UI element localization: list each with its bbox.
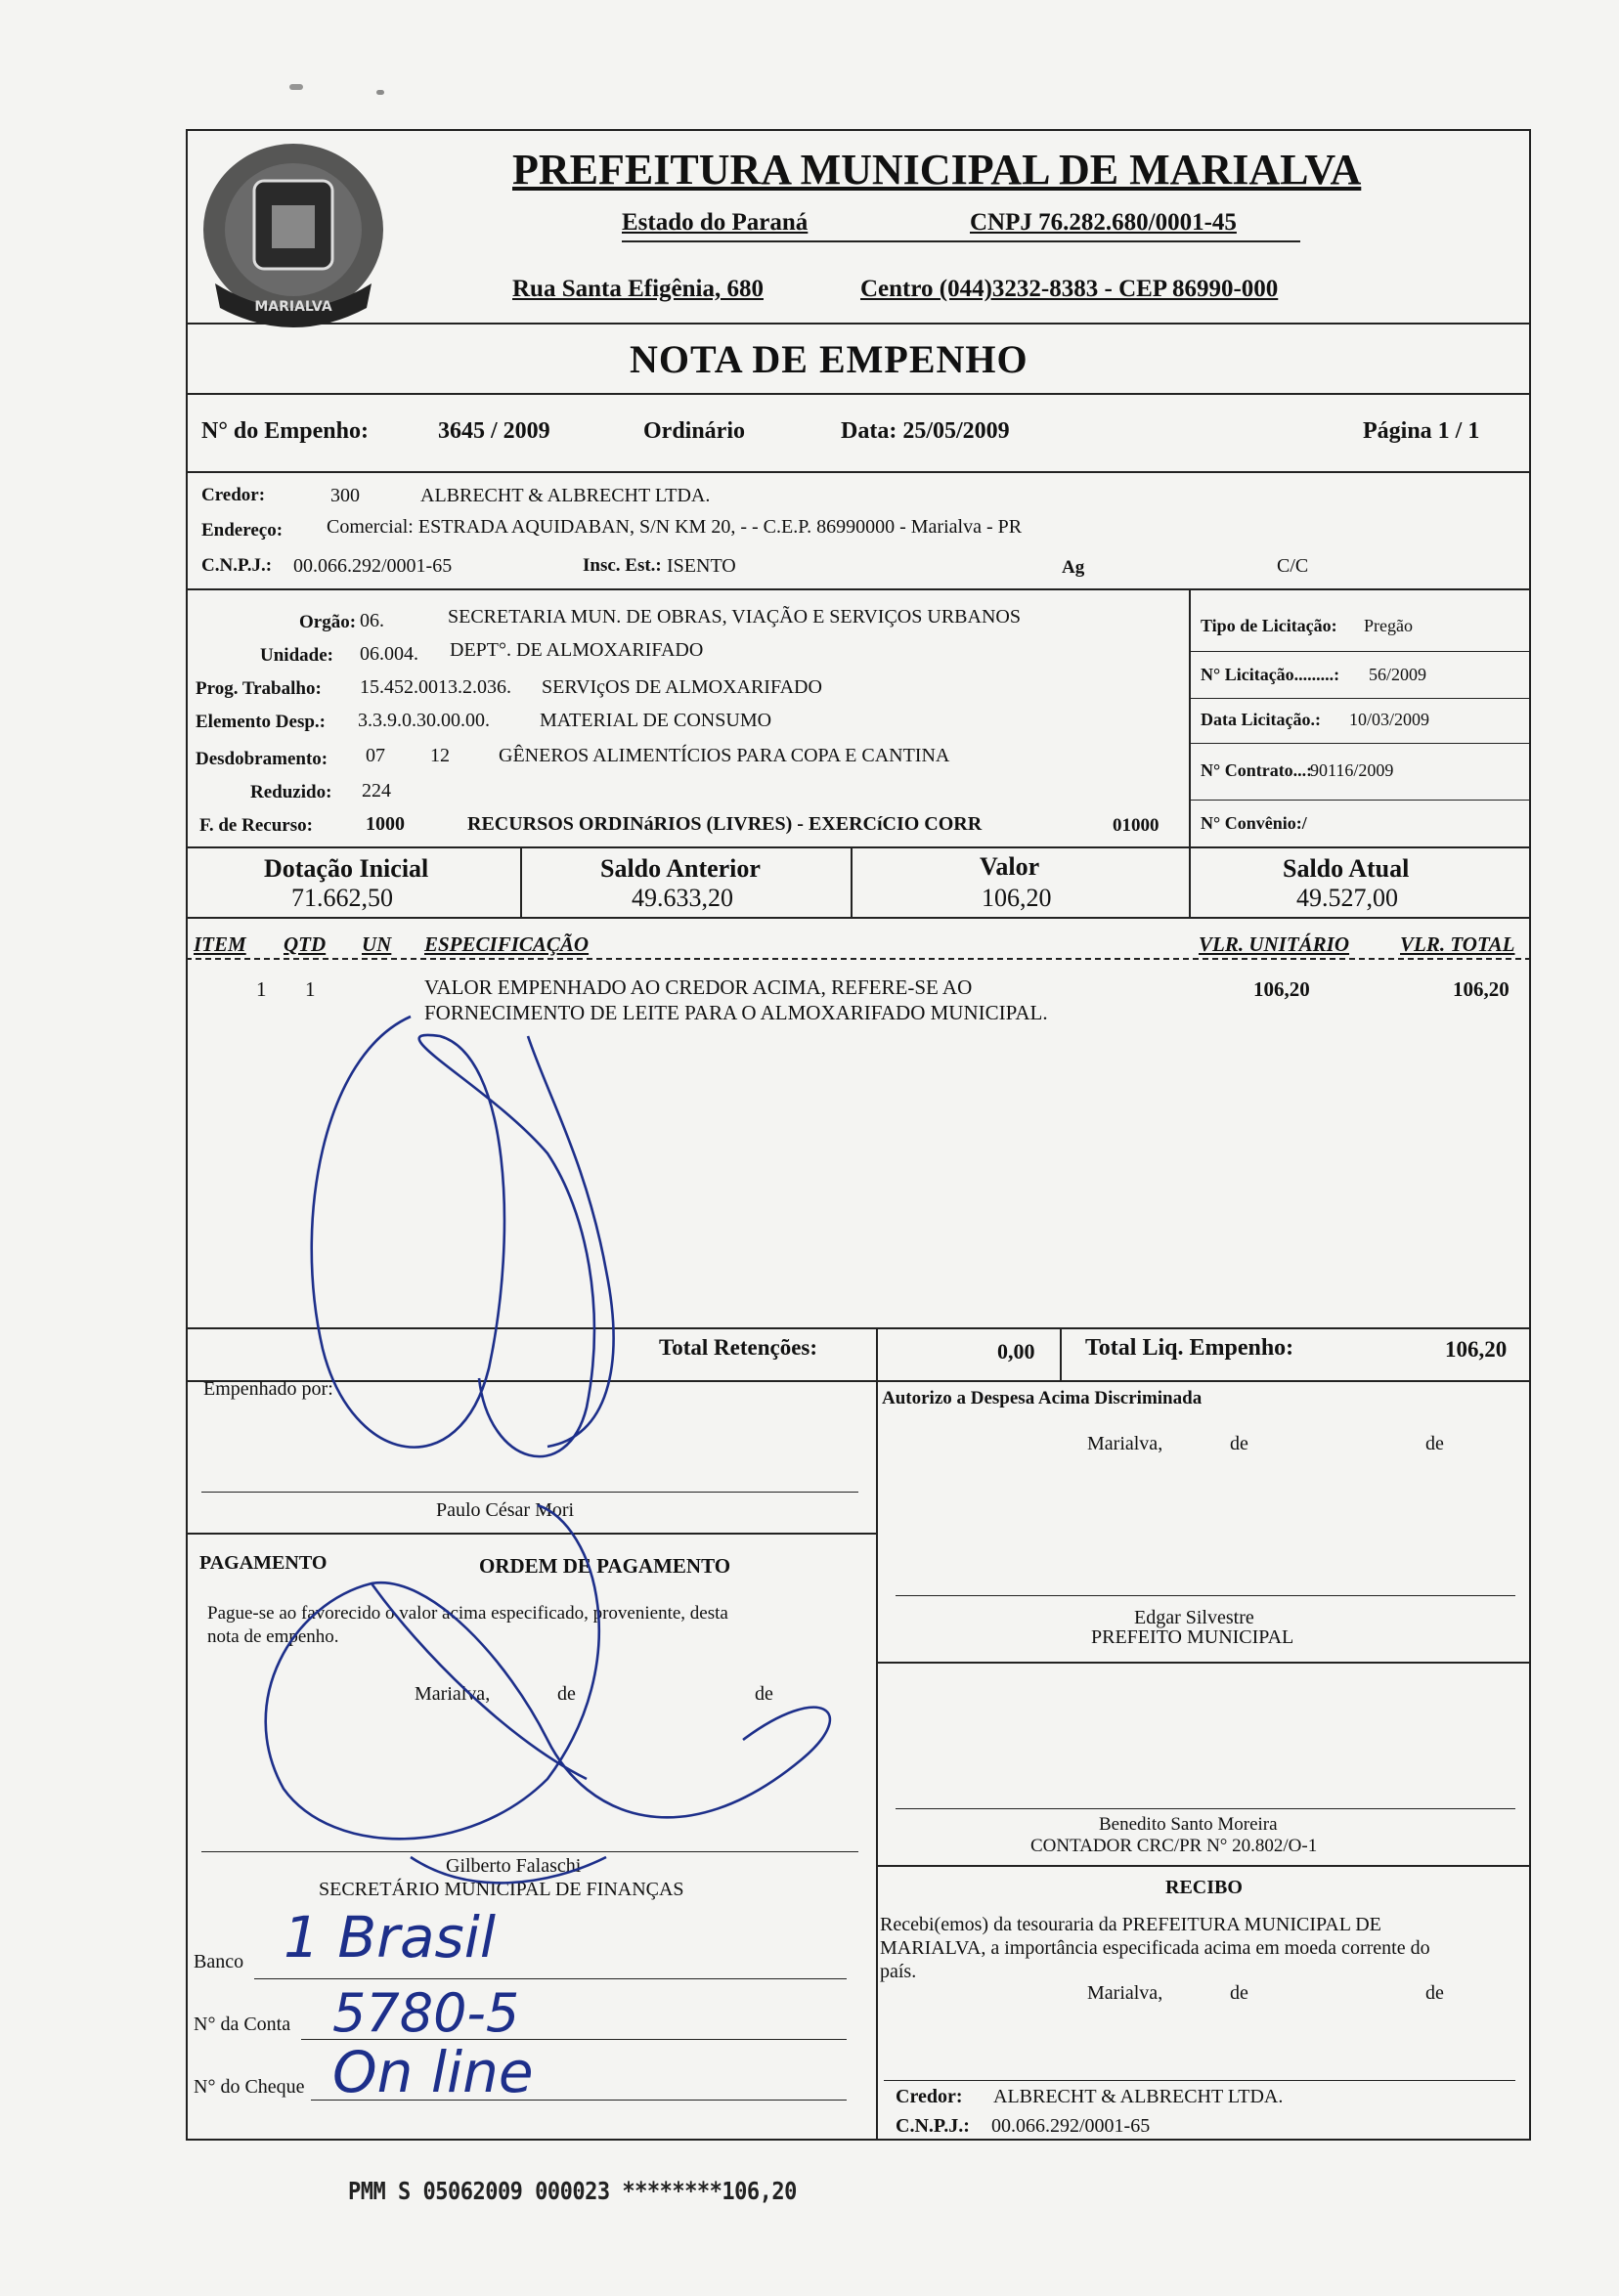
cnpj-label: C.N.P.J.: [201,555,273,576]
header-title: PREFEITURA MUNICIPAL DE MARIALVA [512,146,1362,194]
signature-stroke [266,1505,830,1839]
empenho-label: N° do Empenho: [201,418,369,444]
cheque-handwritten: On line [332,2039,534,2105]
desdob-name: GÊNEROS ALIMENTÍCIOS PARA COPA E CANTINA [499,745,950,766]
balance-label: Dotação Inicial [264,854,429,883]
credor-code: 300 [330,485,360,506]
recibo-line3: país. [880,1961,917,1982]
prog-name: SERVIçOS DE ALMOXARIFADO [542,676,822,698]
item-total-value: 106,20 [1453,977,1510,1001]
page-number: Página 1 / 1 [1363,418,1480,444]
liq-value: 106,20 [1445,1337,1508,1362]
item-spec-line1: VALOR EMPENHADO AO CREDOR ACIMA, REFERE-SE AO [424,975,973,999]
recibo-cnpj: 00.066.292/0001-65 [991,2115,1151,2137]
balance-value: 106,20 [982,884,1052,912]
empenhado-signer: Paulo César Mori [436,1499,575,1521]
licitacao-numero: 56/2009 [1369,665,1427,684]
contrato-label: N° Contrato...: [1201,760,1313,780]
orgao-code: 06. [360,610,384,631]
desdob-label: Desdobramento: [196,749,328,769]
pagamento-text-line1: Pague-se ao favorecido o valor acima especificado, proveniente, desta [207,1603,728,1624]
unidade-code: 06.004. [360,643,418,665]
items-header-unit: VLR. UNITÁRIO [1199,932,1350,956]
autorizo-de2: de [1425,1433,1444,1454]
recibo-de2: de [1425,1982,1444,2004]
empenho-date: Data: 25/05/2009 [841,418,1010,444]
elemento-name: MATERIAL DE CONSUMO [540,710,772,731]
empenhado-label: Empenhado por: [203,1378,333,1400]
elemento-label: Elemento Desp.: [196,712,326,732]
unidade-name: DEPT°. DE ALMOXARIFADO [450,639,704,661]
signature-stroke [372,1583,587,1779]
autorizo-place: Marialva, [1087,1433,1163,1454]
pagamento-de2: de [755,1683,773,1705]
convenio-label: N° Convênio:/ [1201,813,1307,833]
balance-label: Saldo Anterior [600,854,761,883]
items-header-un: UN [362,932,392,956]
signature-stroke [528,1036,614,1447]
recibo-place: Marialva, [1087,1982,1163,2004]
header-address: Centro (044)3232-8383 - CEP 86990-000 [860,276,1279,302]
retencoes-value: 0,00 [997,1339,1035,1364]
cc-label: C/C [1277,555,1309,577]
autorizo-label: Autorizo a Despesa Acima Discriminada [882,1388,1203,1408]
credor-label: Credor: [201,485,266,505]
contador-role: CONTADOR CRC/PR N° 20.802/O-1 [1030,1836,1318,1856]
licitacao-numero-label: N° Licitação.........: [1201,665,1340,684]
reduzido-label: Reduzido: [250,782,332,802]
autorizo-role: PREFEITO MUNICIPAL [1091,1626,1294,1648]
header-cnpj: CNPJ 76.282.680/0001-45 [970,209,1237,236]
header-state: Estado do Paraná [622,209,809,236]
reduzido-value: 224 [362,780,391,801]
licitacao-data: 10/03/2009 [1349,710,1430,729]
ordem-pagamento-title: ORDEM DE PAGAMENTO [479,1554,731,1578]
retencoes-label: Total Retenções: [659,1335,818,1360]
signature-stroke [411,1857,606,1883]
pagamento-role: SECRETÁRIO MUNICIPAL DE FINANÇAS [319,1879,684,1900]
ag-label: Ag [1062,557,1085,578]
doc-title: NOTA DE EMPENHO [630,337,1028,381]
recibo-line2: MARIALVA, a importância especificada acima em moeda corrente do [880,1937,1430,1959]
credor-name: ALBRECHT & ALBRECHT LTDA. [420,485,711,506]
elemento-code: 3.3.9.0.30.00.00. [358,710,490,731]
insc-label: Insc. Est.: [583,555,662,576]
balance-label: Saldo Atual [1283,854,1410,883]
item-qtd: 1 [305,977,316,1001]
address-label: Endereço: [201,520,284,541]
cheque-label: N° do Cheque [194,2076,305,2098]
banco-label: Banco [194,1951,244,1972]
licitacao-data-label: Data Licitação.: [1201,710,1321,729]
banco-handwritten: 1 Brasil [284,1904,496,1971]
desdob-sub: 12 [430,745,450,766]
items-header-qtd: QTD [284,932,327,956]
items-header-total: VLR. TOTAL [1400,932,1515,956]
recibo-credor-label: Credor: [896,2086,963,2107]
desdob-code: 07 [366,745,385,766]
pagamento-signer: Gilberto Falaschi [446,1855,582,1877]
signature-stroke [312,1017,594,1456]
credor-cnpj: 00.066.292/0001-65 [293,555,453,577]
orgao-name: SECRETARIA MUN. DE OBRAS, VIAÇÃO E SERVIÇOS URBANOS [448,606,1021,628]
prog-label: Prog. Trabalho: [196,678,322,699]
licitacao-tipo-label: Tipo de Licitação: [1201,616,1337,635]
header-street: Rua Santa Efigênia, 680 [512,276,764,302]
unidade-label: Unidade: [260,645,333,666]
payment-stamp: PMM S 05062009 000023 ********106,20 [348,2178,797,2206]
item-number: 1 [256,977,267,1001]
autorizo-de1: de [1230,1433,1248,1454]
recibo-cnpj-label: C.N.P.J.: [896,2115,970,2137]
item-unit-value: 106,20 [1253,977,1310,1001]
recurso-ref: 01000 [1113,815,1160,836]
pagamento-de1: de [557,1683,576,1705]
recibo-credor-name: ALBRECHT & ALBRECHT LTDA. [993,2086,1284,2107]
balance-value: 71.662,50 [291,884,393,912]
balance-label: Valor [980,852,1040,881]
items-header-item: ITEM [194,932,246,956]
conta-handwritten: 5780-5 [332,1982,520,2044]
pagamento-place: Marialva, [415,1683,491,1705]
prog-code: 15.452.0013.2.036. [360,676,511,698]
liq-label: Total Liq. Empenho: [1085,1335,1294,1361]
recibo-line1: Recebi(emos) da tesouraria da PREFEITURA MUNICIPAL DE [880,1914,1381,1935]
recurso-code: 1000 [366,813,405,835]
recurso-name: RECURSOS ORDINáRIOS (LIVRES) - EXERCíCIO CORR [467,813,983,835]
item-spec-line2: FORNECIMENTO DE LEITE PARA O ALMOXARIFADO MUNICIPAL. [424,1001,1048,1024]
credor-address: Comercial: ESTRADA AQUIDABAN, S/N KM 20, - - C.E.P. 86990000 - Marialva - PR [327,516,1023,538]
empenho-number: 3645 / 2009 [438,418,550,444]
empenho-type: Ordinário [643,418,746,444]
contador-signer: Benedito Santo Moreira [1099,1814,1278,1835]
balance-value: 49.527,00 [1296,884,1398,912]
recurso-label: F. de Recurso: [199,815,313,836]
seal-text: MARIALVA [254,299,332,315]
orgao-label: Orgão: [299,612,357,632]
autorizo-signer: Edgar Silvestre [1134,1607,1254,1628]
insc-value: ISENTO [667,555,736,577]
conta-label: N° da Conta [194,2014,291,2035]
licitacao-tipo: Pregão [1364,616,1413,635]
recibo-de1: de [1230,1982,1248,2004]
recibo-title: RECIBO [1165,1877,1243,1898]
items-header-spec: ESPECIFICAÇÃO [424,932,590,956]
pagamento-text-line2: nota de empenho. [207,1626,339,1647]
balance-value: 49.633,20 [632,884,733,912]
pagamento-label: PAGAMENTO [199,1552,328,1574]
contrato-value: 90116/2009 [1310,760,1394,780]
